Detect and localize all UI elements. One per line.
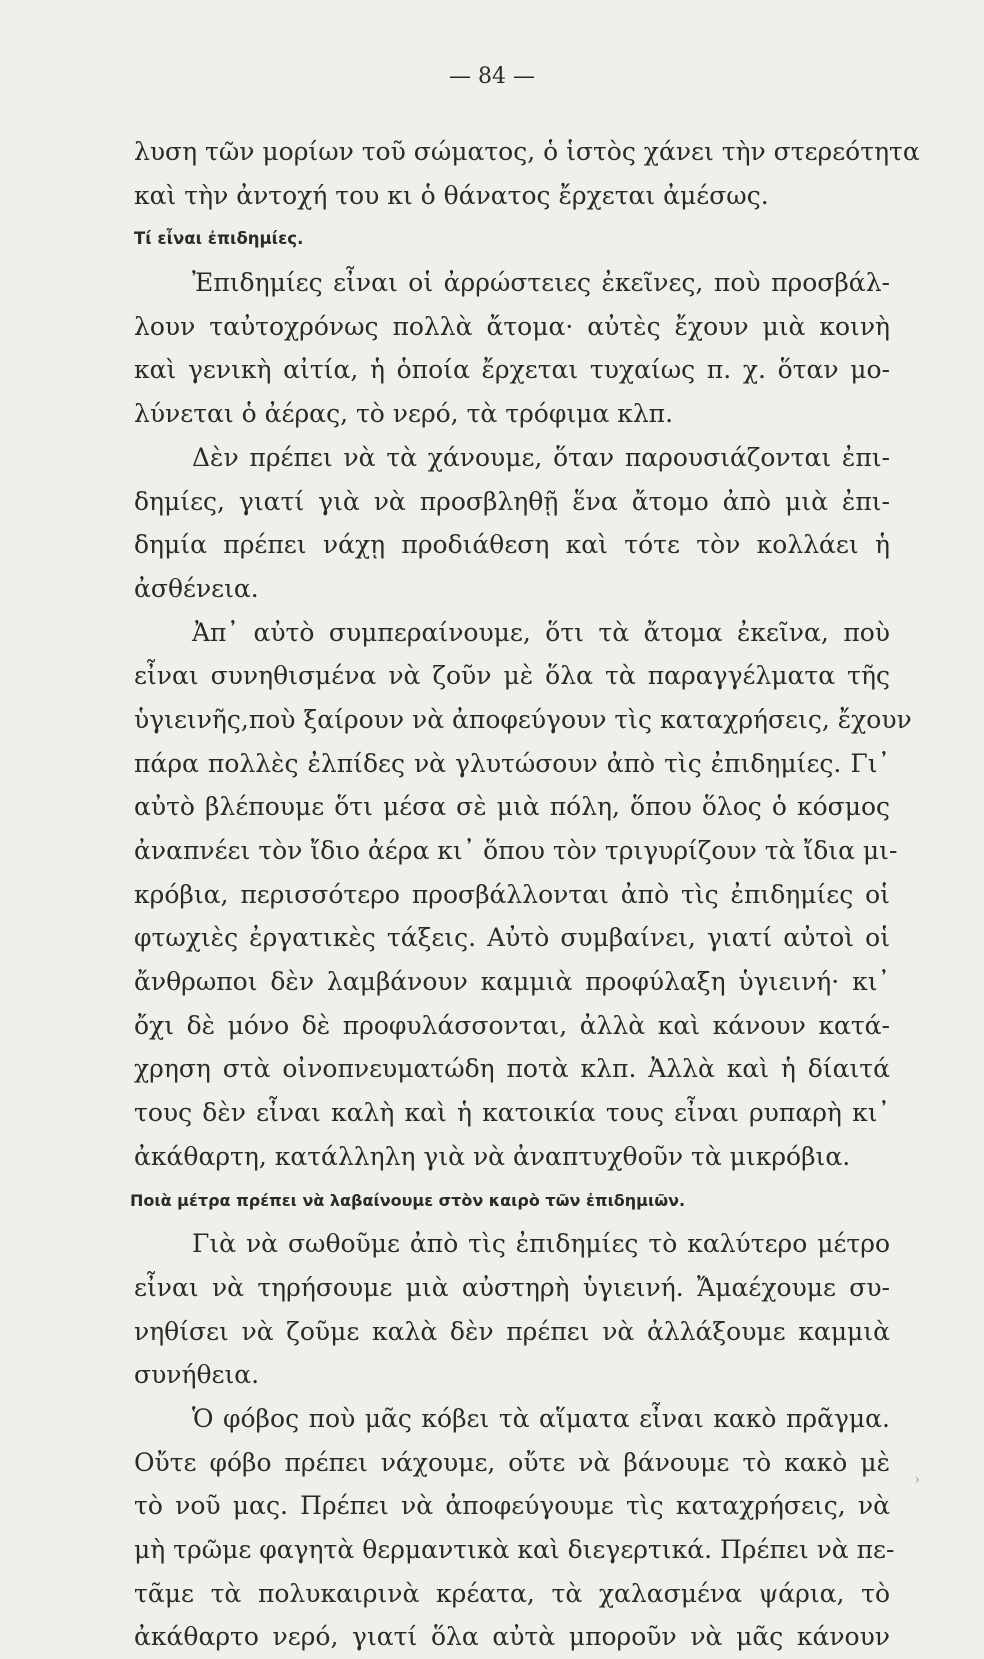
text-line: Ὁ φόβος ποὺ μᾶς κόβει τὰ αἵματα εἶναι κακὸ πρᾶγμα.: [192, 1403, 890, 1433]
text-line: δημίες, γιατί γιὰ νὰ προσβληθῇ ἕνα ἄτομο ἀπὸ μιὰ ἐπι-: [134, 486, 890, 516]
text-line: τὸ νοῦ μας. Πρέπει νὰ ἀποφεύγουμε τὶς καταχρήσεις, νὰ: [134, 1491, 890, 1521]
text-line: δημία πρέπει νάχῃ προδιάθεση καὶ τότε τὸν κολλάει ἡ: [134, 530, 890, 560]
text-line: Οὔτε φόβο πρέπει νάχουμε, οὔτε νὰ βάνουμε τὸ κακὸ μὲ: [134, 1447, 890, 1477]
text-line: συνήθεια.: [134, 1360, 260, 1390]
page-number: — 84 —: [449, 64, 535, 89]
text-line: μὴ τρῶμε φαγητὰ θερμαντικὰ καὶ διεγερτικά. Πρέπει νὰ πε-: [134, 1535, 895, 1564]
text-line: Ἀπ᾽ αὐτὸ συμπεραίνουμε, ὅτι τὰ ἄτομα ἐκεῖνα, ποὺ: [192, 617, 890, 647]
section-heading: Τί εἶναι ἐπιδημίες.: [134, 229, 304, 249]
text-line: εἶναι συνηθισμένα νὰ ζοῦν μὲ ὅλα τὰ παραγγέλματα τῆς: [134, 661, 890, 691]
text-line: τους δὲν εἶναι καλὴ καὶ ἡ κατοικία τους εἶναι ρυπαρὴ κι᾽: [134, 1098, 890, 1128]
text-line: πάρα πολλὲς ἐλπίδες νὰ γλυτώσουν ἀπὸ τὶς ἐπιδημίες. Γι᾽: [134, 748, 890, 778]
body-text: [130, 130, 920, 1659]
text-line: Ἐπιδημίες εἶναι οἱ ἀρρώστειες ἐκεῖνες, ποὺ προσβάλ-: [192, 268, 890, 298]
text-line: ἀσθένεια.: [134, 573, 259, 603]
text-line: αὐτὸ βλέπουμε ὅτι μέσα σὲ μιὰ πόλη, ὅπου ὅλος ὁ κόσμος: [134, 792, 890, 822]
text-line: ἀκάθαρτο νερό, γιατί ὅλα αὐτὰ μποροῦν νὰ μᾶς κάνουν: [134, 1622, 890, 1652]
text-line: νηθίσει νὰ ζοῦμε καλὰ δὲν πρέπει νὰ ἀλλάξουμε καμμιὰ: [134, 1316, 890, 1346]
text-line: τᾶμε τὰ πολυκαιρινὰ κρέατα, τὰ χαλασμένα ψάρια, τὸ: [134, 1578, 890, 1608]
text-line: λουν ταὐτοχρόνως πολλὰ ἄτομα· αὐτὲς ἔχουν μιὰ κοινὴ: [134, 311, 890, 341]
text-line: ὄχι δὲ μόνο δὲ προφυλάσσονται, ἀλλὰ καὶ κάνουν κατά-: [134, 1010, 890, 1040]
text-line: λύνεται ὁ ἀέρας, τὸ νερό, τὰ τρόφιμα κλπ.: [134, 399, 674, 429]
text-line: καὶ τὴν ἀντοχή του κι ὁ θάνατος ἔρχεται ἀμέσως.: [134, 180, 769, 210]
text-line: Γιὰ νὰ σωθοῦμε ἀπὸ τὶς ἐπιδημίες τὸ καλύτερο μέτρο: [192, 1229, 890, 1259]
text-line: καὶ γενικὴ αἰτία, ἡ ὁποία ἔρχεται τυχαίως π. χ. ὅταν μο-: [134, 355, 890, 385]
text-line: λυση τῶν μορίων τοῦ σώματος, ὁ ἱστὸς χάνει τὴν στερεότητα: [134, 137, 920, 166]
section-heading: Ποιὰ μέτρα πρέπει νὰ λαβαίνουμε στὸν καιρὸ τῶν ἐπιδημιῶν.: [130, 1190, 686, 1210]
text-line: κρόβια, περισσότερο προσβάλλονται ἀπὸ τὶς ἐπιδημίες οἱ: [134, 879, 890, 909]
text-line: χρηση στὰ οἰνοπνευματώδη ποτὰ κλπ. Ἀλλὰ καὶ ἡ δίαιτά: [134, 1054, 890, 1084]
text-line: φτωχιὲς ἐργατικὲς τάξεις. Αὐτὸ συμβαίνει, γιατί αὐτοὶ οἱ: [134, 923, 890, 953]
margin-mark: ›: [914, 1472, 920, 1488]
text-line: ἀκάθαρτη, κατάλληλη γιὰ νὰ ἀναπτυχθοῦν τὰ μικρόβια.: [134, 1141, 851, 1171]
text-line: ὑγιεινῆς,ποὺ ξαίρουν νὰ ἀποφεύγουν τὶς καταχρήσεις, ἔχουν: [134, 704, 912, 734]
text-line: εἶναι νὰ τηρήσουμε μιὰ αὐστηρὴ ὑγιεινή. Ἄμαέχουμε συ-: [134, 1272, 890, 1302]
text-line: ἄνθρωποι δὲν λαμβάνουν καμμιὰ προφύλαξη ὑγιεινή· κι᾽: [134, 967, 890, 997]
text-line: ἀναπνέει τὸν ἴδιο ἀέρα κι᾽ ὅπου τὸν τριγυρίζουν τὰ ἴδια μι-: [134, 836, 898, 865]
text-line: Δὲν πρέπει νὰ τὰ χάνουμε, ὅταν παρουσιάζονται ἐπι-: [192, 442, 890, 472]
